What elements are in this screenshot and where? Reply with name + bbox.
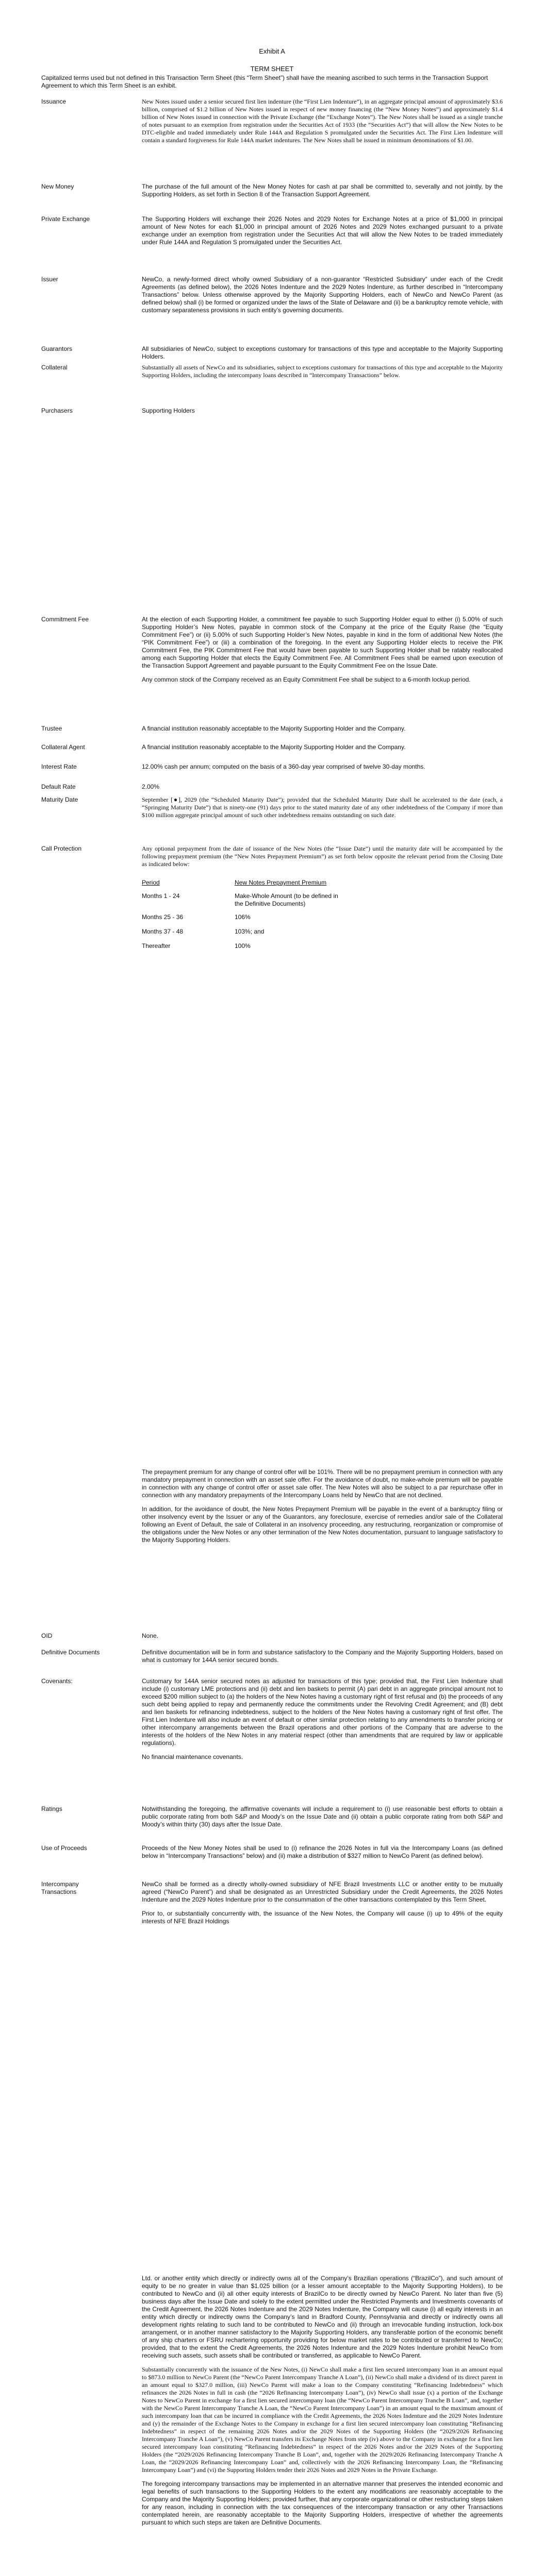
paragraph: In addition, for the avoidance of doubt, the New Notes Prepayment Premium will be payable in the event of a bankruptcy filing or other insolvency event by the Issuer or any of the Guarantors, any foreclosure, exercise of remedies and/or sale of the Collateral following an Event of Default, the sale of Collateral in an insolvency proceeding, any restructuring, reorganization or compromise of the obligations under the New Notes or any other termination of the New Notes documentation, pursuant to language satisfactory to the Majority Supporting Holders.	[142, 1505, 503, 1544]
table-row	[142, 942, 348, 951]
table-header-premium: New Notes Prepayment Premium	[235, 879, 327, 886]
section-text: Definitive documentation will be in form and substance satisfactory to the Company and the Majority Supporting Holders, based on what is customary for 144A senior secured bonds.	[142, 1649, 503, 1664]
section-label: Use of Proceeds	[41, 1844, 87, 1852]
section-label: Purchasers	[41, 407, 73, 414]
section-label: Maturity Date	[41, 796, 78, 803]
paragraph: Customary for 144A senior secured notes as adjusted for transactions of this type; provided that, the First Lien Indenture shall include (i) customary LME protections and (ii) debt and lien baskets to permit (A) pari debt in an aggregate principal amount not to exceed $200 million subject to (a) the holders of the New Notes having a customary right of first refusal and (b) the proceeds of any such debt being applied to repay and permanently reduce the commitments under the Revolving Credit Agreement; and (B) debt and lien baskets for refinancing indebtedness, subject to the holders of the New Notes having a customary right of first offer. The First Lien Indenture will also include an event of default or other similar protection relating to any amendments to transfer pricing or other intercompany arrangements between the Brazil operations and other portions of the Company that are adverse to the interests of the holders of the New Notes in any material respect (other than amendments that are required by law or applicable regulations).	[142, 1677, 503, 1747]
paragraph: Any common stock of the Company received as an Equity Commitment Fee shall be subject to a 6-month lockup period.	[142, 676, 471, 683]
section-text: The purchase of the full amount of the New Money Notes for cash at par shall be committed to, severally and not jointly, by the Supporting Holders, as set forth in Section 8 of the Transaction Support Agreement.	[142, 183, 503, 198]
section-text: Proceeds of the New Money Notes shall be used to (i) refinance the 2026 Notes in full via the Intercompany Loans (as defined below in “Intercompany Transactions” below) and (ii) make a distribution of $327 million to NewCo Parent (as defined below).	[142, 1844, 503, 1859]
section-label: OID	[41, 1632, 53, 1639]
section-text: A financial institution reasonably acceptable to the Majority Supporting Holder and the Company.	[142, 725, 406, 732]
table-row	[142, 892, 348, 909]
section-text	[142, 1468, 503, 1550]
section-text: Notwithstanding the foregoing, the affirmative covenants will include a requirement to (i) use reasonable best efforts to obtain a public corporate rating from both S&P and Moody’s on the Issue Date and (ii) obtain a public corporate rating from both S&P and Moody’s within thirty (30) days after the Issue Date.	[142, 1805, 503, 1828]
table-cell: 100%	[235, 942, 251, 950]
section-text: 12.00% cash per annum; computed on the basis of a 360-day year comprised of twelve 30-day months.	[142, 763, 425, 770]
section-text: All subsidiaries of NewCo, subject to exceptions customary for transactions of this type and acceptable to the Majority Supporting Holders.	[142, 345, 503, 360]
section-label: Guarantors	[41, 345, 73, 352]
section-label: New Money	[41, 183, 74, 190]
table-cell: Thereafter	[142, 942, 171, 950]
section-label: Definitive Documents	[41, 1649, 100, 1656]
section-text: New Notes issued under a senior secured first lien indenture (the “First Lien Indenture”), in an aggregate principal amount of approximately $3.6 billion, comprised of $1.2 billion of New Notes issued in respect of new money financing (the “New Money Notes”) and approximately $1.4 billion of New Notes issued in connection with the Private Exchange (the “Exchange Notes”). The New Notes shall be issued as a single tranche of notes pursuant to an exemption from registration under the Securities Act of 1933 (the “Securities Act”) that will allow the New Notes to be DTC-eligible and traded immediately under Rule 144A and Regulation S promulgated under the Securities Act. The First Lien Indenture will contain a standard forgiveness for Rule 144A market indentures. The New Notes shall be issued in minimum denominations of $1.00.	[142, 98, 503, 144]
table-cell: Make-Whole Amount (to be defined in the Definitive Documents)	[235, 892, 338, 907]
table-row	[142, 913, 348, 922]
paragraph: NewCo shall be formed as a directly wholly-owned subsidiary of NFE Brazil Investments LLC or another entity to be mutually agreed (“NewCo Parent”) and shall be designated as an Unrestricted Subsidiary under the Credit Agreements, the 2026 Notes Indenture and the 2029 Notes Indenture prior to the consummation of the other transactions contemplated by this Term Sheet.	[142, 1880, 503, 1903]
section-label: Trustee	[41, 725, 62, 732]
section-label: Commitment Fee	[41, 616, 89, 623]
paragraph: The foregoing intercompany transactions may be implemented in an alternative manner that preserves the intended economic and legal benefits of such transactions to the Supporting Holders to the extent any modifications are reasonably acceptable to the Company and the Majority Supporting Holders; provided further, that any corporate organizational or other restructuring steps taken for any reason, including in connection with the tax consequences of the intercompany transaction or any other Transactions contemplated herein, are reasonably acceptable to the Majority Supporting Holders, irrespective of whether the agreements pursuant to which such steps are taken are Definitive Documents.	[142, 2480, 503, 2526]
paragraph: The prepayment premium for any change of control offer will be 101%. There will be no prepayment premium in connection with any mandatory prepayment in connection with an asset sale offer. For the avoidance of doubt, no make-whole premium will be payable in connection with any change of control offer or asset sale offer. The New Notes will also be subject to a par repurchase offer in connection with any mandatory prepayments of the Intercompany Loans held by NewCo that are not declined.	[142, 1468, 503, 1499]
section-text: Supporting Holders	[142, 407, 195, 414]
table-row	[142, 928, 348, 936]
paragraph: At the election of each Supporting Holder, a commitment fee payable to such Supporting Holder equal to either (i) 5.00% of such Supporting Holder’s New Notes, payable in common stock of the Company at the price of the Equity Raise (the “Equity Commitment Fee”) or (ii) 5.00% of such Supporting Holder’s New Notes, payable in kind in the form of additional New Notes (the “PIK Commitment Fee”) or (iii) a combination of the foregoing. In the event any Supporting Holder elects to receive the PIK Commitment Fee, the PIK Commitment Fee that would have been payable to such Supporting Holder shall be ratably reallocated among each Supporting Holder that elects the Equity Commitment Fee. All Commitment Fees shall be earned upon execution of the Transaction Support Agreement and payable pursuant to the Equity Commitment Fee on the Issue Date.	[142, 616, 503, 669]
section-text	[142, 1677, 503, 1767]
section-label: Interest Rate	[41, 763, 77, 770]
section-text: 2.00%	[142, 783, 160, 790]
section-text: NewCo, a newly-formed direct wholly owned Subsidiary of a non-guarantor “Restricted Subsidiary” under each of the Credit Agreements (as defined below), the 2026 Notes Indenture and the 2029 Notes Indenture, as further described in “Intercompany Transactions” below. Unless otherwise approved by the Majority Supporting Holders, each of NewCo and NewCo Parent (as defined below) shall (i) be formed or organized under the laws of the State of Delaware and (ii) be a bankruptcy remote vehicle, with customary separateness provisions in such entity’s governing documents.	[142, 276, 503, 314]
paragraph: Substantially concurrently with the issuance of the New Notes, (i) NewCo shall make a first lien secured intercompany loan in an amount equal to $873.0 million to NewCo Parent (the “NewCo Parent Intercompany Tranche A Loan”), (ii) NewCo shall make a dividend of its direct parent in an amount equal to $327.0 million, (iii) NewCo Parent will make a loan to the Company constituting “Refinancing Indebtedness” which refinances the 2026 Notes in full in cash (the “2026 Refinancing Intercompany Loan”), (iv) NewCo shall issue (x) a portion of the Exchange Notes to NewCo Parent in exchange for a first lien secured intercompany loan (the “NewCo Parent Intercompany Tranche B Loan”, and, together with the NewCo Parent Intercompany Tranche A Loan, the “NewCo Parent Intercompany Loan”) in an amount equal to the maximum amount of such intercompany loan that can be incurred in compliance with the Credit Agreements, the 2026 Notes Indenture and the 2029 Notes Indenture and (y) the remainder of the Exchange Notes to the Company in exchange for a first lien secured intercompany loan constituting “Refinancing Indebtedness” in respect of the remaining 2026 Notes and/or the 2029 Notes of the Supporting Holders (the “2029/2026 Refinancing Intercompany Tranche A Loan”), (v) NewCo Parent transfers its Exchange Notes from step (iv) above to the Company in exchange for a first lien secured intercompany loan constituting “Refinancing Indebtedness” in respect of the 2026 Notes and/or the 2029 Notes of the Supporting Holders (the “2029/2026 Refinancing Intercompany Tranche B Loan”, and, together with the 2029/2026 Refinancing Intercompany Tranche A Loan, the “2029/2026 Refinancing Intercompany Loan” and, collectively with the 2026 Refinancing Intercompany Loan, the “Refinancing Intercompany Loan”) and (vi) the Supporting Holders tender their 2026 Notes and 2029 Notes in the Private Exchange.	[142, 2366, 503, 2473]
section-label: Issuance	[41, 98, 67, 105]
section-text: September [●], 2029 (the “Scheduled Maturity Date”); provided that the Scheduled Maturity Date shall be accelerated to the date (each, a “Springing Maturity Date”) that is ninety-one (91) days prior to the stated maturity date of any other indebtedness of the Company if more than $100 million aggregate principal amount of such other indebtedness remains outstanding on such date.	[142, 796, 503, 819]
exhibit-label: Exhibit A	[259, 47, 285, 55]
section-text: A financial institution reasonably acceptable to the Majority Supporting Holder and the Company.	[142, 743, 406, 751]
section-label: Collateral	[41, 364, 68, 371]
table-cell: Months 1 - 24	[142, 892, 180, 900]
section-text: The Supporting Holders will exchange their 2026 Notes and 2029 Notes for Exchange Notes at a price of $1,000 in principal amount of New Notes for each $1,000 in principal amount of 2026 Notes and 2029 Notes exchanged pursuant to a private exchange under an exemption from registration under the Securities Act that will allow the New Notes to be traded immediately under Rule 144A and Regulation S promulgated under the Securities Act.	[142, 215, 503, 246]
section-label: Collateral Agent	[41, 743, 85, 751]
section-label: Private Exchange	[41, 215, 90, 223]
table-header-row	[142, 879, 348, 887]
intro-paragraph: Capitalized terms used but not defined in this Transaction Term Sheet (this “Term Sheet”) shall have the meaning ascribed to such terms in the Transaction Support Agreement to which this Term Sheet is an exhibit.	[41, 74, 488, 89]
section-label: Covenants:	[41, 1677, 73, 1685]
paragraph: Ltd. or another entity which directly or indirectly owns all of the Company’s Brazilian operations (“BrazilCo”), and such amount of equity to be no greater in value than $1.025 billion (or a lesser amount acceptable to the Majority Supporting Holders), to be contributed to NewCo and (ii) all other equity interests of BrazilCo to be directly owned by NewCo Parent. No later than five (5) business days after the Issue Date and solely to the extent permitted under the Restricted Payments and Investments covenants of the Credit Agreement, the 2026 Notes Indenture and the 2029 Notes Indenture, the Company will cause (i) all equity interests in an entity which directly or indirectly owns the Company’s land in Bradford County, Pennsylvania and directly or indirectly owns all development rights relating to such land to be contributed to NewCo and (ii) through an irrevocable funding instruction, lock-box arrangement, or in another manner satisfactory to the Majority Supporting Holders, any transferable portion of the economic benefit of any ship charters or FSRU rechartering opportunity providing for below market rates to be contributed or transferred to NewCo; provided, that to the extent the Credit Agreements, the 2026 Notes Indenture and the 2029 Notes Indenture prohibit NewCo from receiving such assets, such assets shall be contributed or transferred, as applicable to NewCo Parent.	[142, 2275, 503, 2359]
section-text	[142, 1880, 503, 1931]
section-text: None.	[142, 1632, 159, 1639]
section-label: Intercompany Transactions	[41, 1880, 79, 1895]
term-sheet-title: TERM SHEET	[250, 65, 294, 73]
section-text	[142, 616, 503, 690]
section-text: Any optional prepayment from the date of issuance of the New Notes (the “Issue Date”) until the maturity date will be accompanied by the following prepayment premium (the “New Notes Prepayment Premium”) as set forth below opposite the relevant period from the Closing Date as indicated below:	[142, 845, 503, 868]
table-cell: 106%	[235, 913, 251, 921]
paragraph: No financial maintenance covenants.	[142, 1753, 243, 1760]
table-cell: 103%; and	[235, 928, 265, 935]
section-label: Ratings	[41, 1805, 62, 1812]
section-text	[142, 2275, 503, 2533]
table-header-period: Period	[142, 879, 160, 886]
section-label: Default Rate	[41, 783, 76, 790]
section-label: Issuer	[41, 276, 58, 283]
paragraph: Prior to, or substantially concurrently with, the issuance of the New Notes, the Company will cause (i) up to 49% of the equity interests of NFE Brazil Holdings	[142, 1910, 503, 1925]
table-cell: Months 25 - 36	[142, 913, 184, 921]
section-label: Call Protection	[41, 845, 82, 852]
table-cell: Months 37 - 48	[142, 928, 184, 935]
section-text: Substantially all assets of NewCo and its subsidiaries, subject to exceptions customary for transactions of this type and acceptable to the Majority Supporting Holders, including the intercompany loans described in “Intercompany Transactions” below.	[142, 364, 503, 379]
